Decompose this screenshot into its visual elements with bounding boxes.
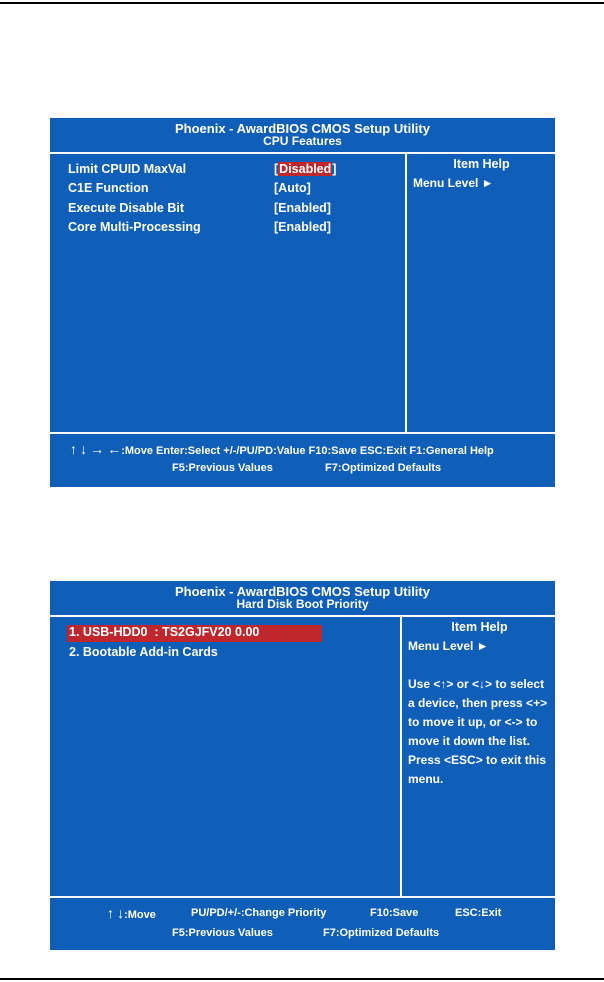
boot-device-label: 1. USB-HDD0 : TS2GJFV20 0.00 xyxy=(69,625,260,639)
help-line: to move it up, or <-> to xyxy=(408,715,538,729)
boot-device-label: 2. Bootable Add-in Cards xyxy=(69,645,218,659)
page-top-rule xyxy=(0,2,604,4)
arrow-up-icon: ↑ xyxy=(70,441,77,457)
key-help-text: :Move Enter:Select +/-/PU/PD:Value F10:Save ESC:Exit F1:General Help xyxy=(121,445,494,457)
screen-header xyxy=(50,581,555,611)
option-core-multi-processing[interactable] xyxy=(68,220,388,236)
option-value[interactable]: [Enabled] xyxy=(274,220,331,234)
help-line: Use <↑> or <↓> to select xyxy=(408,677,545,691)
help-divider xyxy=(400,615,402,896)
option-label: Limit CPUID MaxVal xyxy=(68,162,187,176)
hard-disk-boot-priority-screen xyxy=(50,581,555,950)
footer-divider xyxy=(50,432,555,434)
header-divider xyxy=(50,615,555,617)
footer-divider xyxy=(50,896,555,898)
help-line: Press <ESC> to exit this xyxy=(408,753,547,767)
boot-device-usb-hdd0[interactable] xyxy=(67,625,322,642)
menu-level: Menu Level ► xyxy=(408,639,489,653)
key-help-exit: ESC:Exit xyxy=(455,907,502,919)
arrow-down-icon: ↓ xyxy=(80,441,88,457)
key-help-line-1 xyxy=(70,441,494,457)
arrow-right-icon: → xyxy=(90,441,105,457)
key-help-save: F10:Save xyxy=(370,907,419,919)
option-execute-disable-bit[interactable] xyxy=(68,201,388,217)
page-bottom-rule xyxy=(0,978,604,980)
item-help-panel xyxy=(404,618,555,789)
option-label: Core Multi-Processing xyxy=(68,220,201,234)
help-line: move it down the list. xyxy=(408,734,531,748)
arrow-up-icon: ↑ xyxy=(107,905,114,921)
item-help-panel xyxy=(408,155,555,193)
key-help-change-priority: PU/PD/+/-:Change Priority xyxy=(191,907,327,919)
key-help-previous-values: F5:Previous Values xyxy=(172,462,273,474)
utility-title: Phoenix - AwardBIOS CMOS Setup Utility xyxy=(175,584,430,599)
cpu-features-screen xyxy=(50,118,555,487)
key-help-optimized-defaults: F7:Optimized Defaults xyxy=(323,927,440,939)
key-help-move xyxy=(107,905,156,921)
option-value[interactable]: [Disabled] xyxy=(274,162,337,176)
key-help-text: :Move xyxy=(124,909,156,921)
item-help-title: Item Help xyxy=(453,157,510,171)
page-subtitle: CPU Features xyxy=(263,134,342,148)
option-label: C1E Function xyxy=(68,181,149,195)
option-c1e-function[interactable] xyxy=(68,181,388,197)
key-help-optimized-defaults: F7:Optimized Defaults xyxy=(325,462,442,474)
option-limit-cpuid-maxval[interactable] xyxy=(68,162,388,178)
help-text xyxy=(404,675,555,789)
selected-value-highlight: Disabled xyxy=(279,162,332,176)
arrow-down-icon: ↓ xyxy=(117,905,125,921)
item-help-title: Item Help xyxy=(451,620,508,634)
option-value[interactable]: [Auto] xyxy=(274,181,311,195)
help-divider xyxy=(405,152,407,432)
header-divider xyxy=(50,152,555,154)
screen-header xyxy=(50,118,555,148)
key-help-previous-values: F5:Previous Values xyxy=(172,927,273,939)
help-line: menu. xyxy=(408,772,444,786)
page-subtitle: Hard Disk Boot Priority xyxy=(236,597,369,611)
help-line: a device, then press <+> xyxy=(408,696,548,710)
arrow-left-icon: ← xyxy=(107,441,122,457)
utility-title: Phoenix - AwardBIOS CMOS Setup Utility xyxy=(175,121,430,136)
boot-device-add-in-cards[interactable] xyxy=(69,645,324,661)
option-label: Execute Disable Bit xyxy=(68,201,185,215)
option-value[interactable]: [Enabled] xyxy=(274,201,331,215)
menu-level: Menu Level ► xyxy=(413,176,494,190)
